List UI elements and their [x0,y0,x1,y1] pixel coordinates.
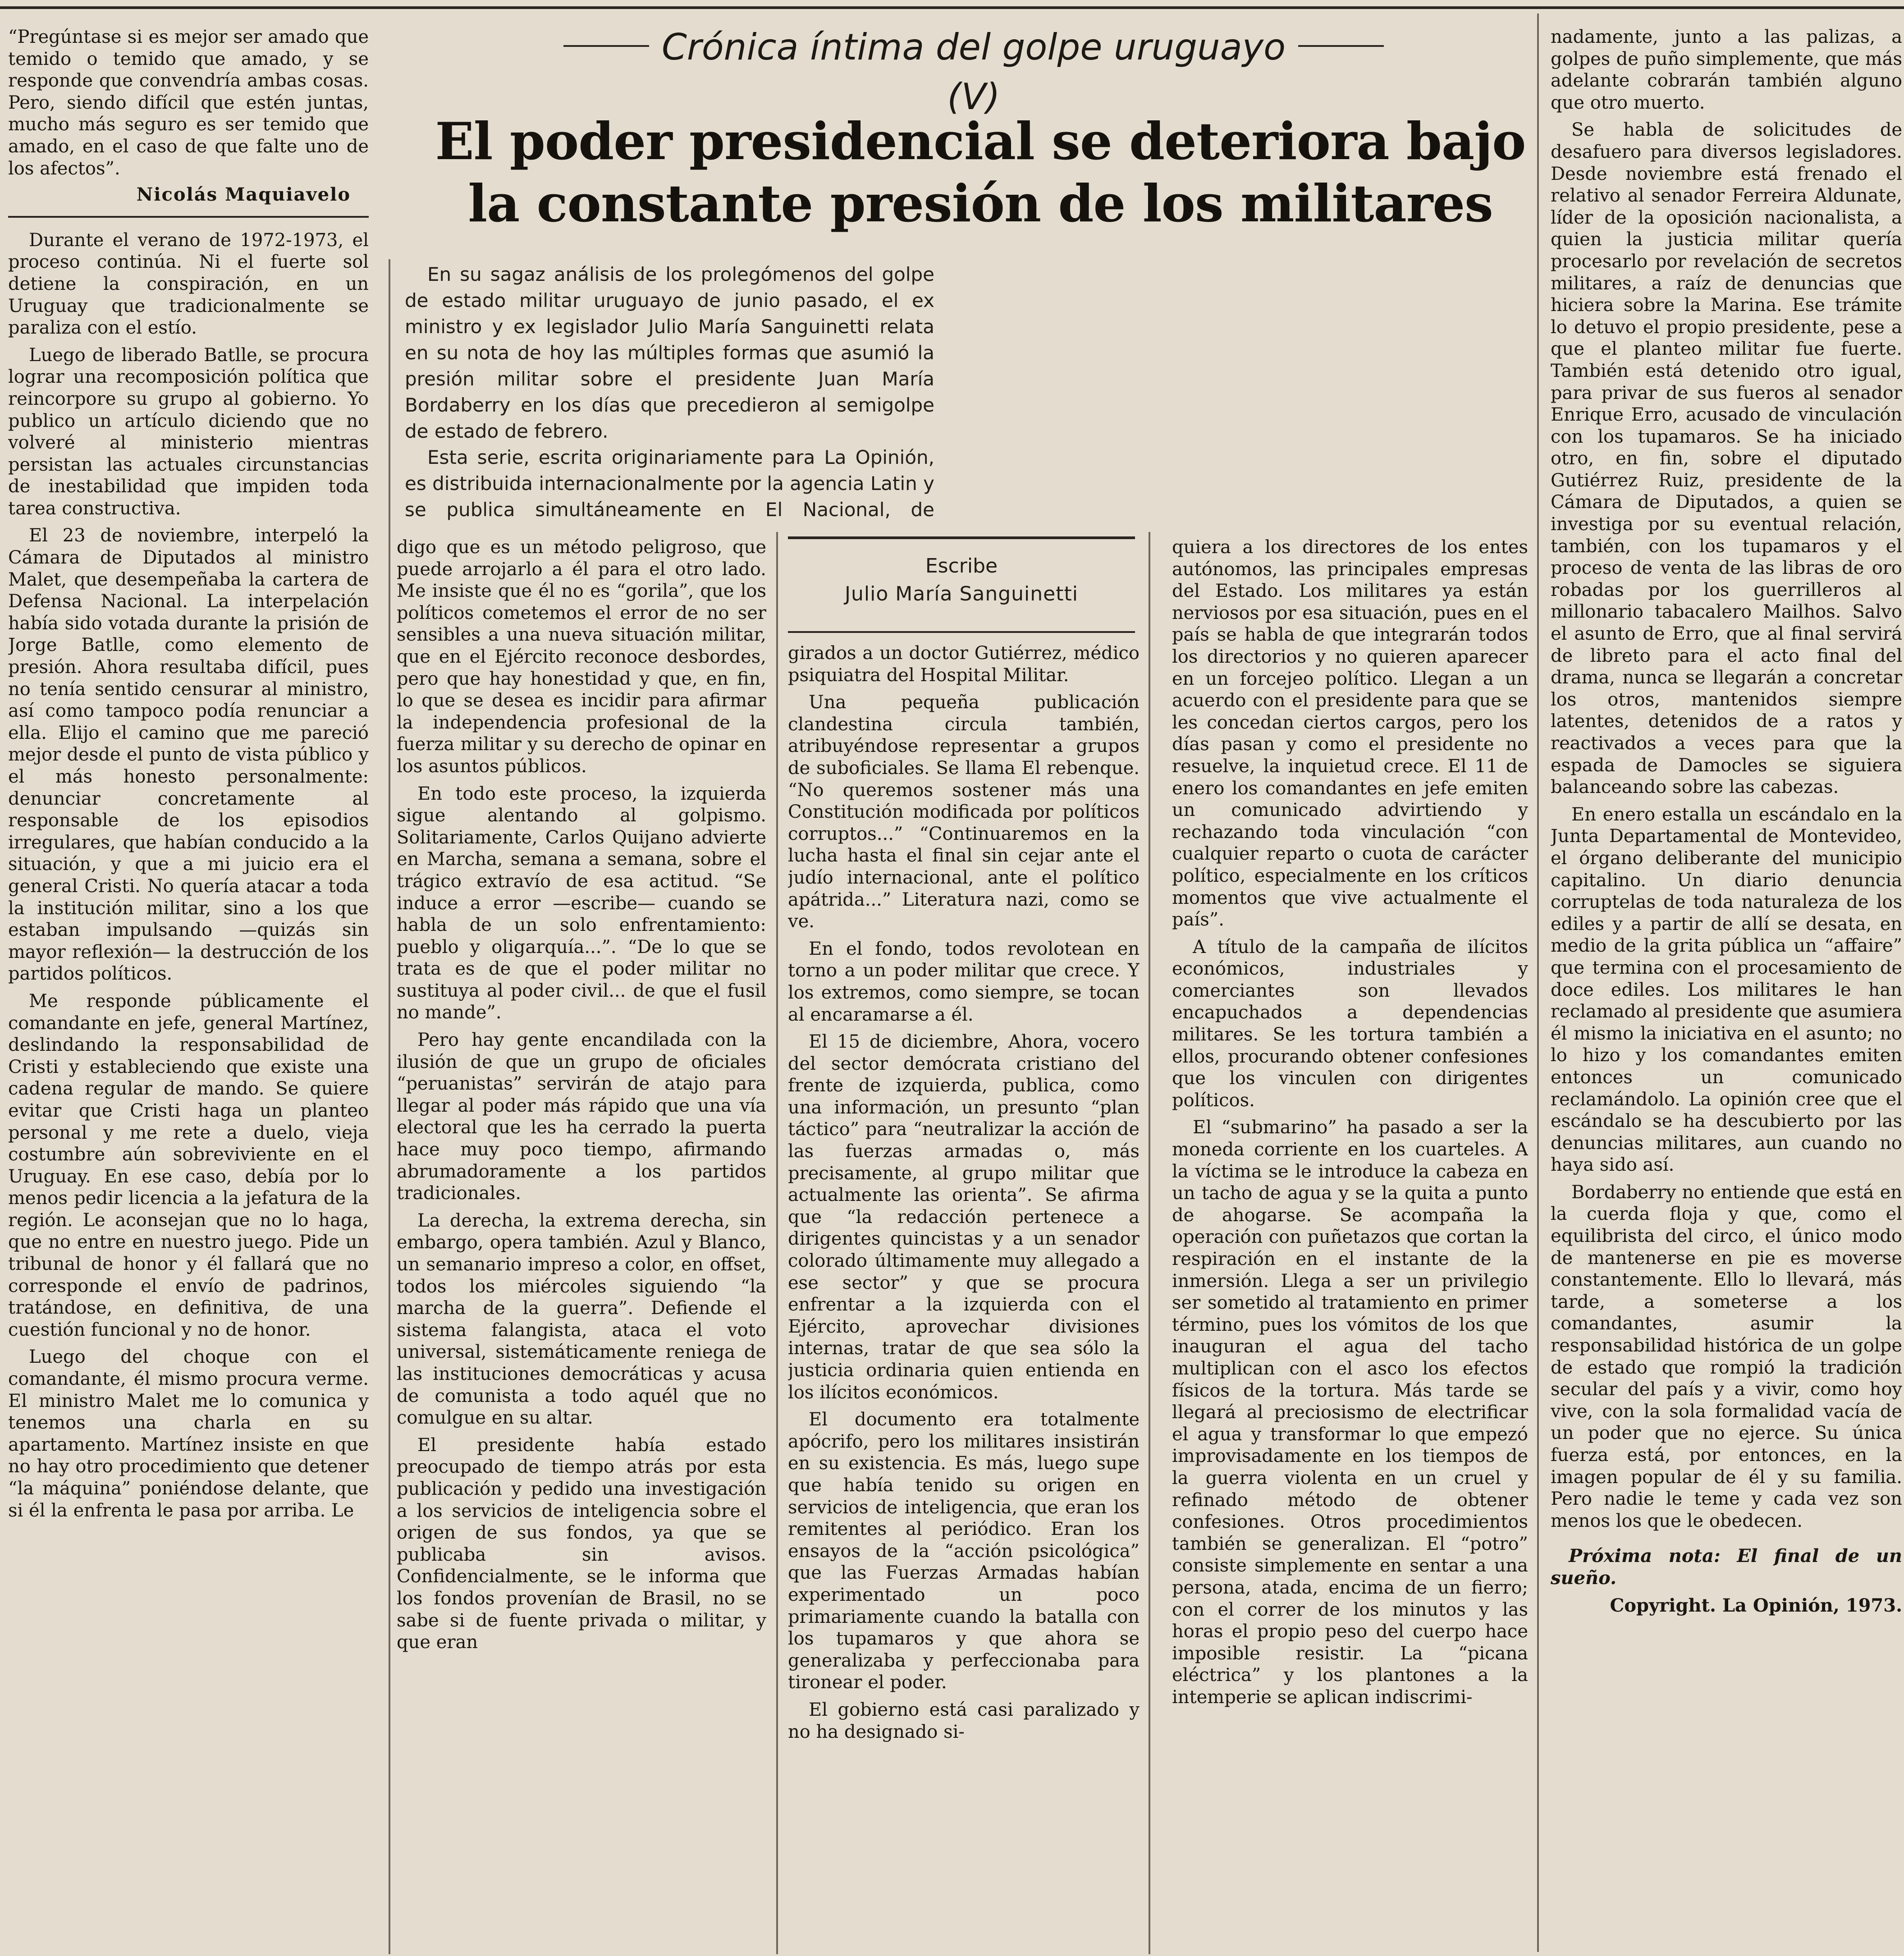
column-5 [1551,26,1902,1951]
paragraph: En enero estalla un escándalo en la Junta Departamental de Montevideo, el órgano deliberante del municipio capitalino. Un diario denuncia corruptelas de toda naturaleza de los ediles y a partir de allí se desata, en medio de la grita pública un “affaire” que termina con el procesamiento de doce ediles. Los militares le han reclamado al presidente que asumiera él mismo la iniciativa en el asunto; no lo hizo y los comandantes emiten entonces un comunicado reclamándolo. La opinión cree que el escándalo se ha descubierto por las denuncias militares, aun cuando no haya sido así. [1551,804,1902,1176]
kicker-rule-left [563,45,649,47]
copyright: Copyright. La Opinión, 1973. [1610,1594,1902,1616]
paragraph: En todo este proceso, la izquierda sigue alentando al golpismo. Solitariamente, Carlos Quijano advierte en Marcha, semana a semana, sobre el trágico extravío de esa actitud. “Se induce a error —escribe— cuando se habla de un solo enfrentamiento: pueblo y oligarquía...”. “De lo que se trata es de que el poder militar no sustituya al poder civil... de que el fusil no mande”. [397,783,766,1023]
intro-column-right [986,261,1520,523]
top-rule [0,6,1904,9]
paragraph: El “submarino” ha pasado a ser la moneda corriente en los cuarteles. A la víctima se le introduce la cabeza en un tacho de agua y se la quita a punto de ahogarse. Se acompaña la operación con puñetazos que cortan la respiración en el instante de la inmersión. Llega a ser un privilegio ser sometido al tratamiento en primer término, pues los vómitos de los que inauguran el agua del tacho multiplican con el asco los efectos físicos de la tortura. Más tarde se llegará al preciosismo de electrificar el agua y transformar lo que empezó improvisadamente en los tiempos de la guerra violenta en un cruel y refinado método de obtener confesiones. Otros procedimientos también se generalizan. El “potro” consiste simplemente en sentar a una persona, atada, encima de un fierro; con el correr de los minutos y las horas el propio peso del cuerpo hace imposible resistir. La “picana eléctrica” y los plantones a la intemperie se aplican indiscrimi- [1172,1117,1528,1708]
column-4 [1172,536,1528,1952]
next-note: Próxima nota: El final de un sueño. [1551,1545,1902,1589]
paragraph: A título de la campaña de ilícitos económicos, industriales y comerciantes son llevados encapuchados a dependencias militares. Se les tortura también a ellos, procurando obtener confesiones que los vinculen con dirigentes políticos. [1172,936,1528,1111]
paragraph: El 15 de diciembre, Ahora, vocero del sector demócrata cristiano del frente de izquierda, publica, como una información, un presunto “plan táctico” para “neutralizar la acción de las fuerzas armadas o, más precisamente, al grupo militar que actualmente las orienta”. Se afirma que “la redacción pertenece a dirigentes quincistas y a un senador colorado últimamente muy allegado a ese sector” y que se procura enfrentar a la izquierda con el Ejército, aprovechar divisiones internas, tratar de que sea sólo la justicia ordinaria quien entienda en los ilícitos económicos. [788,1031,1140,1403]
series-kicker: Crónica íntima del golpe uruguayo (V) [661,26,1286,118]
epigraph-quote: “Pregúntase si es mejor ser amado que temido o temido que amado, y se responde que convendría ambas cosas. Pero, siendo difícil que estén juntas, mucho más seguro es ser temido que amado, en el caso de que falte uno de los afectos”. [8,27,369,179]
paragraph: El 23 de noviembre, interpeló la Cámara de Diputados al ministro Malet, que desempeñaba la cartera de Defensa Nacional. La interpelación había sido votada durante la prisión de Jorge Batlle, como elemento de presión. Ahora resultaba difícil, pues no tenía sentido censurar al ministro, así como tampoco podía renunciar a ella. Elijo el camino que me pareció mejor desde el punto de vista público y el más honesto personalmente: denunciar concretamente al responsable de los episodios irregulares, que habían conducido a la situación, y que a mi juicio era el general Cristi. No quería atacar a toda la institución militar, sino a los que estaban impulsando —quizás sin mayor reflexión— la destrucción de los partidos políticos. [8,525,369,985]
paragraph: El documento era totalmente apócrifo, pero los militares insistirán en su existencia. Es más, luego supe que había tenido su origen en servicios de inteligencia, que eran los remitentes al periódico. Eran los ensayos de la “acción psicológica” que las Fuerzas Armadas habían experimentado un poco primariamente cuando la batalla con los tupamaros y que ahora se generalizaba y perfeccionaba para tironear el poder. [788,1409,1140,1693]
paragraph: Me responde públicamente el comandante en jefe, general Martínez, deslindando la responsabilidad de Cristi y estableciendo que existe una cadena regular de mando. Se quiere evitar que Cristi haga un planteo personal y me rete a duelo, vieja costumbre aún sobreviviente en el Uruguay. En ese caso, debía por lo menos pedir licencia a la jefatura de la región. Le aconsejan que no lo haga, que no entre en nuestro juego. Pide un tribunal de honor y él fallará que no corresponde el envío de padrinos, tratándose, en definitiva, de una cuestión funcional y no de honor. [8,990,369,1340]
paragraph: nadamente, junto a las palizas, a golpes de puño simplemente, que más adelante cobrarán también alguno que otro muerto. [1551,27,1902,113]
column-rule [776,532,778,1954]
byline-rule-top [788,536,1135,539]
column-1 [8,26,369,1947]
headline-line-1: El poder presidencial se deteriora bajo [435,111,1526,171]
paragraph: En el fondo, todos revolotean en torno a un poder militar que crece. Y los extremos, como siempre, se tocan al encaramarse a él. [788,938,1140,1025]
headline [419,110,1542,235]
epigraph-author: Nicolás Maquiavelo [136,184,351,206]
paragraph: digo que es un método peligroso, que puede arrojarlo a él para el otro lado. Me insiste que él no es “gorila”, que los políticos cometemos el error de no ser sensibles a una nueva situación militar, que en el Ejército reconoce desbordes, pero que hay honestidad y que, en fin, lo que se desea es incidir para afirmar la independencia profesional de la fuerza militar y su derecho de opinar en los asuntos públicos. [397,537,766,777]
paragraph: Una pequeña publicación clandestina circula también, atribuyéndose representar a grupos de suboficiales. Se llama El rebenque. “No queremos sostener más una Constitución modificada por políticos corruptos...” “Continuaremos en la lucha hasta el final sin cejar ante el judío internacional, ante el político apátrida...” Literatura nazi, como se ve. [788,692,1140,932]
paragraph: Pero hay gente encandilada con la ilusión de que un grupo de oficiales “peruanistas” servirán de atajo para llegar al poder más rápido que una vía electoral que les ha cerrado la puerta hace muy poco tiempo, afirmando abrumadoramente a los partidos tradicionales. [397,1030,766,1204]
paragraph: girados a un doctor Gutiérrez, médico psiquiatra del Hospital Militar. [788,643,1140,686]
paragraph: El presidente había estado preocupado de tiempo atrás por esta publicación y pedido una investigación a los servicios de inteligencia sobre el origen de sus fondos, ya que se publicaba sin avisos. Confidencialmente, se le informa que los fondos provenían de Brasil, no se sabe si de fuente privada o militar, y que eran [397,1434,766,1653]
column-rule [1537,14,1539,1952]
paragraph: El gobierno está casi paralizado y no ha designado si- [788,1699,1140,1742]
paragraph: quiera a los directores de los entes autónomos, las principales empresas del Estado. Los militares ya están nerviosos por esa situación, pues en el país se habla de que integrarán todos los directorios y no quieren aparecer en un forcejeo político. Llegan a un acuerdo con el presidente para que se les concedan ciertos cargos, pero los días pasan y como el presidente no resuelve, la inquietud crece. El 11 de enero los comandantes en jefe emiten un comunicado advirtiendo y rechazando toda vinculación “con cualquier reparto o cuota de carácter político, especialmente en los críticos momentos que vive actualmente el país”. [1172,537,1528,930]
column-1-body [8,229,369,1521]
column-rule [1149,532,1150,1954]
column-rule [389,259,390,1954]
column-2 [397,536,766,1952]
paragraph: Se habla de solicitudes de desafuero para diversos legisladores. Desde noviembre está frenado el relativo al senador Ferreira Aldunate, líder de la oposición nacionalista, a quien la justicia militar quería procesarlo por revelación de secretos militares, a raíz de denuncias que hiciera sobre la Marina. Ese trámite lo detuvo el propio presidente, pese a que el planteo militar fue fuerte. También está detenido otro igual, para privar de sus fueros al senador Enrique Erro, acusado de vinculación con los tupamaros. Se ha iniciado otro, en fin, sobre el diputado Gutiérrez Ruiz, presidente de la Cámara de Diputados, a quien se investiga por su eventual relación, también, con los tupamaros y el proceso de venta de las libras de oro robadas por los guerrilleros al millonario tabacalero Mailhos. Salvo el asunto de Erro, que al final servirá de libreto para el acto final del drama, nunca se llegarán a concretar los otros, mantenidos siempre latentes, detenidos de a ratos y reactivados a veces para que la espada de Damocles se siguiera balanceando sobre las cabezas. [1551,119,1902,798]
paragraph: Durante el verano de 1972-1973, el proceso continúa. Ni el fuerte sol detiene la conspiración, en un Uruguay que tradicionalmente se paraliza con el estío. [8,229,369,339]
paragraph: Luego de liberado Batlle, se procura lograr una recomposición política que reincorpore su grupo al gobierno. Yo publico un artículo diciendo que no volveré al ministerio mientras persistan las actuales circunstancias de inestabilidad que impiden toda tarea constructiva. [8,344,369,519]
paragraph: La derecha, la extrema derecha, sin embargo, opera también. Azul y Blanco, un semanario impreso a color, en offset, todos los miércoles siguiendo “la marcha de la guerra”. Defiende el sistema falangista, ataca el voto universal, sistemáticamente reniega de las instituciones democráticas y acusa de comunista a todo aquél que no comulgue en su altar. [397,1210,766,1429]
column-3 [788,642,1140,1952]
byline-author: Julio María Sanguinetti [845,582,1078,605]
intro-column-left [405,261,934,523]
headline-line-2: la constante presión de los militares [468,174,1493,234]
paragraph: Luego del choque con el comandante, él mismo procura verme. El ministro Malet me lo comunica y tenemos una charla en su apartamento. Martínez insiste en que no hay otro procedimiento que detener “la máquina” poniéndose delante, que si él la enfrenta le pasa por arriba. Le [8,1347,369,1521]
kicker-rule-right [1298,45,1384,47]
intro-paragraph: Esta serie, escrita originariamente para La Opinión, es distribuida internacionalmente por la agencia Latin y se publica simultáneamente en El Nacional, de [405,446,934,521]
article-footer [1551,1545,1902,1617]
byline-rule-bottom [788,631,1135,633]
paragraph: Bordaberry no entiende que está en la cuerda floja y que, como el equilibrista del circo, el único modo de mantenerse en pie es moverse constantemente. Ello lo llevará, más tarde, a someterse a los comandantes, asumir la responsabilidad histórica de un golpe de estado que rompió la tradición secular del país y a vivir, como hoy vive, con la sola formalidad vacía de un poder que no ejerce. Su única fuerza está, por entonces, en la imagen popular de él y su familia. Pero nadie le teme y cada vez son menos los que le obedecen. [1551,1182,1902,1531]
intro-paragraph: En su sagaz análisis de los prolegómenos del golpe de estado militar uruguayo de junio pasado, el ex ministro y ex legislador Julio María Sanguinetti relata en su nota de hoy las múltiples formas que asumió la presión militar sobre el presidente Juan María Bordaberry en los días que precedieron al semigolpe de estado de febrero. [405,263,934,442]
byline-label: Escribe [925,554,998,577]
epigraph-divider [8,216,369,218]
